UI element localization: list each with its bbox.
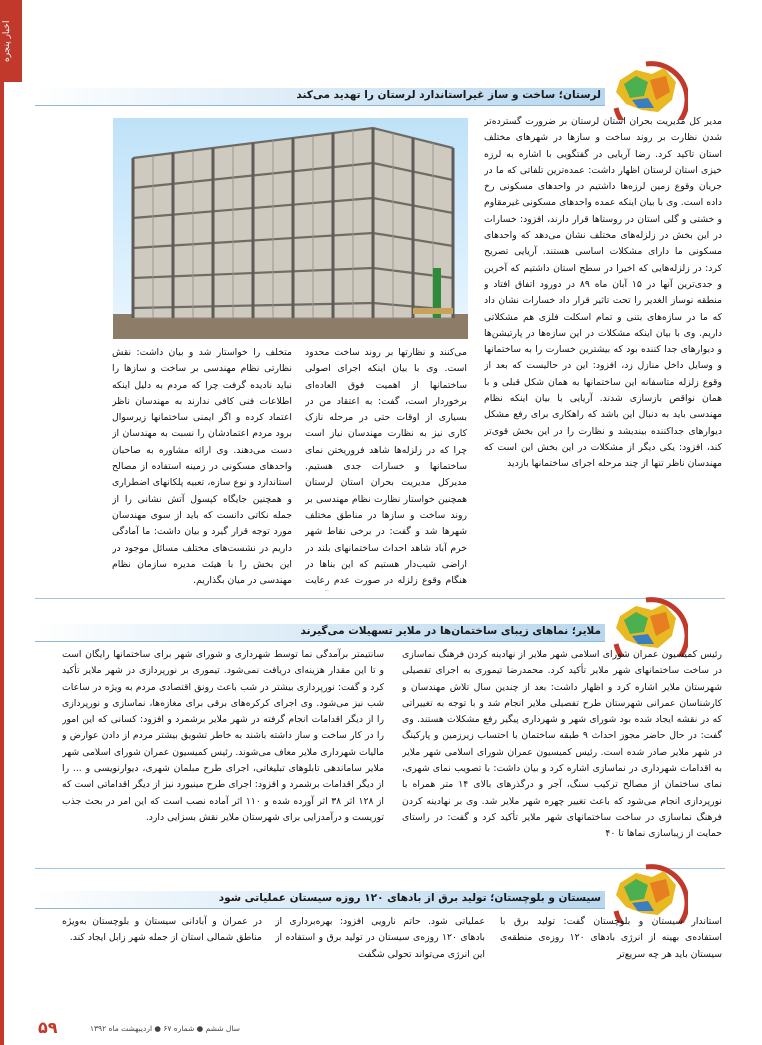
iran-map-logo xyxy=(606,60,688,120)
section-tab-label: اخبار پنجره xyxy=(2,20,12,62)
section-tab xyxy=(0,0,22,82)
article1-column-left: متخلف را خواستار شد و بیان داشت: نقش نظارتی نظام مهندسی بر ساخت و سازها را نباید نادیده گرفت چرا که مردم به دلیل اینکه اطلاعات فنی کافی ندارند به مهندسان ناظر اعتماد کرده و اگر ایمنی ساختمانها زیرسوال برود مردم اعتمادشان را نسبت به مهندسان از دست می‌دهند. وی ارائه مشاوره به صاحبان واحدهای مسکونی در زمینه استفاده از مصالح استاندارد و نوع سازه، تعبیه پلکانهای اضطراری و همچنین جایگاه کپسول آتش نشانی را از جمله نکاتی دانست که باید از سوی مهندسان مورد توجه قرار گیرد و بیان داشت: ما آمادگی داریم در نشست‌های مختلف مسائل موجود در این بخش را با هیئت مدیره سازمان نظام مهندسی در میان بگذاریم. xyxy=(112,347,292,587)
article3-column-left: در عمران و آبادانی سیستان و بلوچستان به‌ویژه مناطق شمالی استان از جمله شهر زابل ایجاد کند. xyxy=(62,916,262,944)
article2-header xyxy=(35,624,605,642)
article1-title: لرستان؛ ساخت و ساز غیراستاندارد لرستان را تهدید می‌کند xyxy=(296,89,601,101)
issue-info: سال ششم ● شماره ۶۷ ● اردیبهشت ماه ۱۳۹۲ xyxy=(90,1024,240,1033)
article2-column-left: سانتیمتر برآمدگی نما توسط شهرداری و شورای شهر برای ساختمانها رایگان است و تا این مقدار هزینه‌ای دریافت نمی‌شود. تیموری بر نورپردازی در شهر ملایر تأکید کرد و گفت: نورپردازی بیشتر در شب باعث رونق اقتصادی مردم به ویژه در ساعات شب نیز می‌شود. وی اجرای کرکره‌های برقی برای مغازه‌ها، نماسازی و نورپردازی را از دیگر اقدامات انجام گرفته در شهر ملایر برشمرد و افزود: کسانی که این امور را در کار ساخت و ساز داشته باشند به خاطر تشویق بیشتر مردم از دادن عوارض و مالیات شهرداری ملایر معاف می‌شوند. رئیس کمیسیون عمران شورای اسلامی شهر ملایر ساماندهی تابلوهای تبلیغاتی، اجرای طرح مبلمان شهری، دیوارنویسی و ... را از دیگر اقدامات برشمرد و افزود: اجرای طرح مینیورد نیز از دیگر اقداماتی است که از ۱۲۸ اثر ۳۸ اثر آورده شده و ۱۱۰ اثر آماده نصب است که این امر در بحث جذب توریست و درآمدزایی برای شهرستان ملایر نقش بسزایی دارد. xyxy=(62,649,384,823)
article1-column-right: مدیر کل مدیریت بحران استان لرستان بر ضرورت گسترده‌تر شدن نظارت بر روند ساخت و سازها در شهرهای مختلف استان تاکید کرد. رضا آریایی در گفتگویی با اشاره به لرزه خیزی استان لرستان اظهار داشت: عمده‌ترین تلفاتی که ما در جریان وقوع زمین لرزه‌ها داشتیم در واحدهای مسکونی رخ داده است. وی با بیان اینکه عمده واحدهای مسکونی غیرمقاوم و خشتی و گلی استان در روستاها قرار دارند، افزود: خسارات در این بخش در زلزله‌های مختلف نشان می‌دهد که واحدهای مسکونی ما دارای مشکلات اساسی هستند. آریایی تصریح کرد: در زلزله‌هایی که اخیرا در سطح استان داشتیم که آخرین و جدی‌ترین آنها در ۱۵ آبان ماه ۸۹ در دورود اتفاق افتاد و منطقه نوساز الغدیر را تحت تاثیر قرار داد خسارات نشان داد که ما در سازه‌های بتنی و تمام اسکلت فلزی هم مشکلاتی داریم. وی با بیان اینکه مشکلات در این سازه‌ها در پارتیشن‌ها و دیوارهای جدا کننده بود که بیشترین خسارت را به ساختمانها و وسایل داخل منازل زد، افزود: این در حالیست که بعد از وقوع زلزله متاسفانه این ساختمانها به همان شکل قبلی و با همان نواقص بازسازی شدند. آریایی با بیان اینکه نظام مهندسی باید به دنبال این باشد که راهکاری برای رفع مشکل دیوارهای جداکننده بیندیشد و نظارت را در این بخش قوی‌تر کند، افزود: یکی دیگر از مشکلات در این بخش این است که مهندسان ناظر تنها از چند مرحله اجرای ساختمانها بازدید xyxy=(484,116,722,470)
side-accent-bar xyxy=(0,82,4,1045)
article3-column-right: استاندار سیستان و بلوچستان گفت: تولید برق با استفاده‌ی بهینه از انرژی بادهای ۱۲۰ روزه‌ی منطقه‌ی سیستان باید هر چه سریع‌تر xyxy=(500,916,722,960)
article3-title: سیستان و بلوچستان؛ تولید برق از بادهای ۱۲۰ روزه سیستان عملیاتی شود xyxy=(218,892,601,904)
article1-column-middle: می‌کنند و نظارتها بر روند ساخت محدود است. وی با بیان اینکه اجرای اصولی ساختمانها از اهمیت فوق العاده‌ای برخوردار است، گفت: به اعتقاد من در بسیاری از اوقات حتی در مرحله نازک کاری نیز به نظارت مهندسان نیاز است چرا که در زلزله‌ها شاهد فروریختن نمای ساختمانها و خسارات جدی هستیم. مدیرکل مدیریت بحران استان لرستان همچنین خواستار نظارت نظام مهندسی بر روند ساخت و سازها در مناطق مختلف شهرها شد و گفت: در برخی نقاط شهر خرم آباد شاهد احداث ساختمانهای بلند در اراضی شیب‌دار هستیم که این بناها در هنگام وقوع زلزله در صورت عدم رعایت xyxy=(305,347,467,587)
article3-column-middle: عملیاتی شود. حاتم نارویی افزود: بهره‌برداری از بادهای ۱۲۰ روزه‌ی سیستان در تولید برق و استفاده از این انرژی می‌تواند تحولی شگفت xyxy=(275,916,485,960)
page-number: ۵۹ xyxy=(38,1018,58,1037)
article2-column-right: رئیس کمیسیون عمران شورای اسلامی شهر ملایر از نهادینه کردن فرهنگ نماسازی در ساخت ساختمانهای شهر ملایر تأکید کرد. محمدرضا تیموری به اجرای تفصیلی شهرستان ملایر اشاره کرد و اظهار داشت: بعد از چندین سال تلاش مهندسان و کارشناسان عمرانی شهرستان طرح تفصیلی ملایر انجام شد و با توجه به تغییراتی که در نقشه ایجاد شده بود شورای شهر و شهرداری پیگیر رفع مشکلات هستند. وی گفت: در حال حاضر مجوز احداث ۹ طبقه ساختمان با احتساب زیرزمین و پارکینگ در شهر ملایر صادر شده است. رئیس کمیسیون عمران شورای اسلامی شهر ملایر به اقدامات شهرداری در نماسازی اشاره کرد و بیان داشت: با تصویب نمای شهری، نمای ساختمان از مصالح ترکیب سنگ، آجر و درگذرهای بالای ۱۴ متر همراه با نورپردازی انجام می‌شود که باعث تغییر چهره شهر ملایر شد. وی بر نهادینه کردن فرهنگ نماسازی در ساخت ساختمانهای شهر ملایر تأکید کرد و گفت: در راستای حمایت از زیباسازی نماها تا ۴۰ xyxy=(402,649,722,840)
article1-header xyxy=(35,88,605,106)
article3-header xyxy=(35,891,605,909)
article2-title: ملایر؛ نماهای زیبای ساختمان‌ها در ملایر تسهیلات می‌گیرند xyxy=(300,625,601,637)
building-skeleton-photo xyxy=(113,118,468,339)
